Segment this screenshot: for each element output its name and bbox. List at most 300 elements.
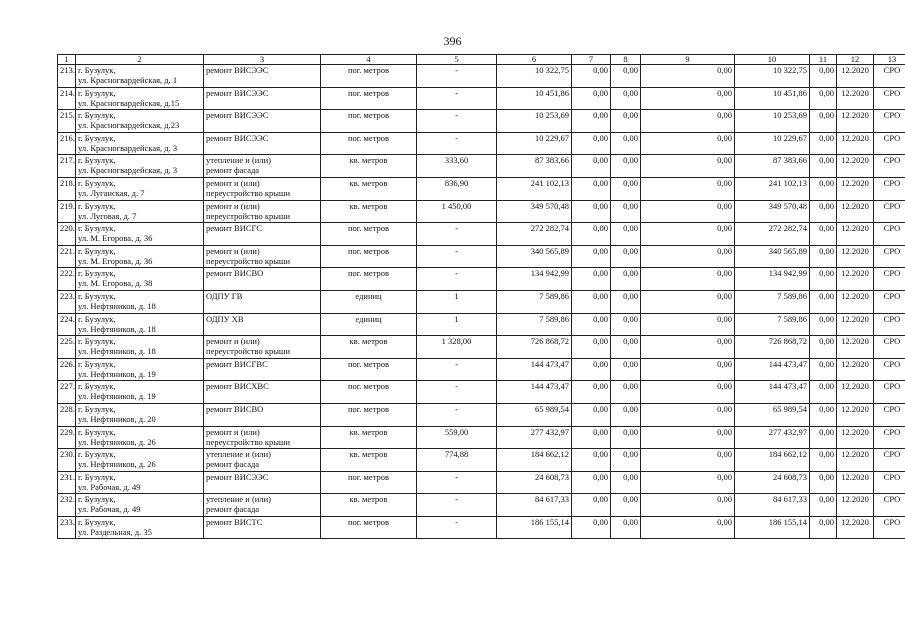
address-cell: [76, 381, 204, 404]
table-row: [58, 494, 905, 517]
table-row: [58, 426, 905, 449]
cell-col-9: 0,00: [641, 155, 735, 178]
unit-cell: пог. метров: [321, 132, 417, 155]
work-type-continued: переустройство крыши: [206, 346, 291, 357]
cell-col-11: 0,00: [810, 268, 837, 291]
work-type: ремонт ВИСТС: [206, 516, 263, 527]
work-type: ремонт ВИСВО: [206, 268, 264, 279]
total-cost-cell: 10 253,69: [497, 110, 572, 133]
total-cost-cell: 186 155,14: [497, 516, 572, 539]
table-row: [58, 245, 905, 268]
address-city: г. Бузулук,: [78, 155, 116, 166]
table-row: [58, 471, 905, 494]
total-cost-cell: 144 473,47: [497, 381, 572, 404]
work-type-cell: [204, 313, 321, 336]
column-header-10: 10: [735, 55, 810, 65]
unit-cell: пог. метров: [321, 516, 417, 539]
cell-col-7: 0,00: [572, 177, 611, 200]
row-number: 224.: [58, 313, 76, 336]
source-cell: СРО: [874, 268, 905, 291]
quantity-cell: -: [417, 223, 497, 246]
work-type-cell: [204, 245, 321, 268]
cell-col-8: 0,00: [611, 65, 641, 88]
cell-col-7: 0,00: [572, 65, 611, 88]
source-cell: СРО: [874, 65, 905, 88]
cell-col-8: 0,00: [611, 290, 641, 313]
cell-col-7: 0,00: [572, 426, 611, 449]
period-cell: 12.2020: [837, 200, 874, 223]
source-cell: СРО: [874, 223, 905, 246]
cell-col-10: 10 451,86: [735, 87, 810, 110]
address-cell: [76, 87, 204, 110]
address-street: ул. Красногвардейская, д. 1: [78, 75, 178, 85]
cell-col-9: 0,00: [641, 290, 735, 313]
total-cost-cell: 7 589,86: [497, 290, 572, 313]
work-type-cell: [204, 358, 321, 381]
unit-cell: пог. метров: [321, 471, 417, 494]
work-type: ремонт и (или): [206, 177, 260, 188]
address-city: г. Бузулук,: [78, 132, 116, 143]
quantity-cell: 1: [417, 313, 497, 336]
cell-col-8: 0,00: [611, 449, 641, 472]
address-cell: [76, 471, 204, 494]
address-cell: [76, 336, 204, 359]
work-type-continued: ремонт фасада: [206, 504, 260, 515]
cell-col-8: 0,00: [611, 177, 641, 200]
column-header-5: 5: [417, 55, 497, 65]
page-number: 396: [443, 34, 462, 48]
cell-col-11: 0,00: [810, 403, 837, 426]
address-cell: [76, 313, 204, 336]
row-number: 223.: [58, 290, 76, 313]
work-type-continued: переустройство крыши: [206, 436, 291, 447]
period-cell: 12.2020: [837, 87, 874, 110]
unit-cell: кв. метров: [321, 155, 417, 178]
quantity-cell: 1: [417, 290, 497, 313]
period-cell: 12.2020: [837, 471, 874, 494]
period-cell: 12.2020: [837, 313, 874, 336]
address-street: ул. Нефтяников, д. 18: [78, 323, 156, 334]
row-number: 219.: [58, 200, 76, 223]
source-cell: СРО: [874, 381, 905, 404]
work-type-cell: [204, 155, 321, 178]
table-row: [58, 516, 905, 539]
table-row: [58, 381, 905, 404]
cell-col-9: 0,00: [641, 336, 735, 359]
row-number: 233.: [58, 516, 76, 539]
row-number: 232.: [58, 494, 76, 517]
row-number: 218.: [58, 177, 76, 200]
cell-col-9: 0,00: [641, 132, 735, 155]
column-header-1: 1: [58, 55, 76, 65]
address-cell: [76, 290, 204, 313]
period-cell: 12.2020: [837, 223, 874, 246]
source-cell: СРО: [874, 403, 905, 426]
work-type-cell: [204, 268, 321, 291]
address-cell: [76, 132, 204, 155]
work-type-cell: [204, 132, 321, 155]
address-street: ул. М. Егорова, д. 38: [78, 278, 153, 289]
cell-col-11: 0,00: [810, 155, 837, 178]
total-cost-cell: 134 942,99: [497, 268, 572, 291]
cell-col-10: 726 868,72: [735, 336, 810, 359]
cell-col-8: 0,00: [611, 87, 641, 110]
cell-col-9: 0,00: [641, 200, 735, 223]
address-city: г. Бузулук,: [78, 516, 116, 527]
work-type-cell: [204, 336, 321, 359]
work-type-continued: ремонт фасада: [206, 459, 260, 470]
period-cell: 12.2020: [837, 268, 874, 291]
column-header-4: 4: [321, 55, 417, 65]
table-row: [58, 223, 905, 246]
cell-col-9: 0,00: [641, 449, 735, 472]
column-header-3: 3: [204, 55, 321, 65]
total-cost-cell: 726 868,72: [497, 336, 572, 359]
unit-cell: кв. метров: [321, 494, 417, 517]
address-cell: [76, 268, 204, 291]
work-type: ремонт ВИСГВС: [206, 358, 268, 369]
total-cost-cell: 241 102,13: [497, 177, 572, 200]
address-city: г. Бузулук,: [78, 336, 116, 347]
address-street: ул. Нефтяников, д. 18: [78, 346, 156, 357]
table-row: [58, 336, 905, 359]
cell-col-8: 0,00: [611, 358, 641, 381]
cell-col-7: 0,00: [572, 132, 611, 155]
period-cell: 12.2020: [837, 245, 874, 268]
cell-col-8: 0,00: [611, 132, 641, 155]
table-row: [58, 155, 905, 178]
quantity-cell: -: [417, 516, 497, 539]
column-header-7: 7: [572, 55, 611, 65]
cell-col-9: 0,00: [641, 403, 735, 426]
cell-col-7: 0,00: [572, 313, 611, 336]
quantity-cell: -: [417, 381, 497, 404]
cell-col-7: 0,00: [572, 358, 611, 381]
work-type: ОДПУ ГВ: [206, 290, 243, 301]
quantity-cell: 559,00: [417, 426, 497, 449]
row-number: 231.: [58, 471, 76, 494]
unit-cell: единиц: [321, 290, 417, 313]
address-street: ул. Нефтяников, д. 26: [78, 459, 156, 470]
period-cell: 12.2020: [837, 426, 874, 449]
cell-col-11: 0,00: [810, 110, 837, 133]
work-type-continued: переустройство крыши: [206, 187, 291, 198]
cell-col-8: 0,00: [611, 403, 641, 426]
work-type-cell: [204, 110, 321, 133]
cell-col-11: 0,00: [810, 87, 837, 110]
address-cell: [76, 403, 204, 426]
total-cost-cell: 10 322,75: [497, 65, 572, 88]
address-city: г. Бузулук,: [78, 200, 116, 211]
total-cost-cell: 65 989,54: [497, 403, 572, 426]
address-city: г. Бузулук,: [78, 449, 116, 460]
source-cell: СРО: [874, 290, 905, 313]
cell-col-11: 0,00: [810, 245, 837, 268]
source-cell: СРО: [874, 426, 905, 449]
source-cell: СРО: [874, 516, 905, 539]
work-type-cell: [204, 426, 321, 449]
unit-cell: пог. метров: [321, 65, 417, 88]
cell-col-8: 0,00: [611, 426, 641, 449]
address-city: г. Бузулук,: [78, 426, 116, 437]
address-street: ул. М. Егорова, д. 36: [78, 233, 153, 244]
cell-col-9: 0,00: [641, 223, 735, 246]
quantity-cell: -: [417, 245, 497, 268]
quantity-cell: -: [417, 132, 497, 155]
cell-col-11: 0,00: [810, 132, 837, 155]
row-number: 222.: [58, 268, 76, 291]
quantity-cell: 774,88: [417, 449, 497, 472]
source-cell: СРО: [874, 245, 905, 268]
address-city: г. Бузулук,: [78, 494, 116, 505]
cell-col-9: 0,00: [641, 358, 735, 381]
address-cell: [76, 516, 204, 539]
column-header-9: 9: [641, 55, 735, 65]
table-row: [58, 290, 905, 313]
table-row: [58, 177, 905, 200]
period-cell: 12.2020: [837, 110, 874, 133]
cell-col-10: 87 383,66: [735, 155, 810, 178]
table-row: [58, 358, 905, 381]
address-cell: [76, 223, 204, 246]
work-type: утепление и (или): [206, 449, 271, 460]
total-cost-cell: 277 432,97: [497, 426, 572, 449]
period-cell: 12.2020: [837, 290, 874, 313]
address-city: г. Бузулук,: [78, 471, 116, 482]
cell-col-10: 7 589,86: [735, 290, 810, 313]
cell-col-7: 0,00: [572, 223, 611, 246]
unit-cell: пог. метров: [321, 381, 417, 404]
quantity-cell: 1 450,00: [417, 200, 497, 223]
address-street: ул. Красногвардейская, д. 3: [78, 142, 178, 153]
cell-col-8: 0,00: [611, 223, 641, 246]
address-street: ул. Нефтяников, д. 20: [78, 413, 156, 424]
source-cell: СРО: [874, 449, 905, 472]
address-city: г. Бузулук,: [78, 313, 116, 324]
address-cell: [76, 449, 204, 472]
column-header-13: 13: [874, 55, 905, 65]
row-number: 228.: [58, 403, 76, 426]
row-number: 216.: [58, 132, 76, 155]
cell-col-9: 0,00: [641, 494, 735, 517]
address-city: г. Бузулук,: [78, 381, 116, 392]
work-type-cell: [204, 200, 321, 223]
period-cell: 12.2020: [837, 449, 874, 472]
unit-cell: кв. метров: [321, 449, 417, 472]
cell-col-11: 0,00: [810, 223, 837, 246]
work-type: ремонт и (или): [206, 200, 260, 211]
unit-cell: пог. метров: [321, 268, 417, 291]
cell-col-10: 340 565,89: [735, 245, 810, 268]
cell-col-8: 0,00: [611, 336, 641, 359]
cell-col-10: 65 989,54: [735, 403, 810, 426]
period-cell: 12.2020: [837, 358, 874, 381]
column-header-6: 6: [497, 55, 572, 65]
quantity-cell: -: [417, 110, 497, 133]
quantity-cell: -: [417, 471, 497, 494]
work-type: ремонт ВИСЭЭС: [206, 87, 269, 98]
period-cell: 12.2020: [837, 177, 874, 200]
period-cell: 12.2020: [837, 336, 874, 359]
source-cell: СРО: [874, 336, 905, 359]
work-type: ремонт и (или): [206, 426, 260, 437]
period-cell: 12.2020: [837, 132, 874, 155]
cell-col-7: 0,00: [572, 494, 611, 517]
total-cost-cell: 340 565,89: [497, 245, 572, 268]
address-street: ул. Рабочая, д. 49: [78, 481, 141, 492]
address-street: ул. Луганская, д. 7: [78, 187, 145, 198]
address-street: ул. Раздельная, д. 35: [78, 526, 152, 537]
source-cell: СРО: [874, 155, 905, 178]
address-street: ул. М. Егорова, д. 36: [78, 255, 153, 266]
work-type: утепление и (или): [206, 155, 271, 166]
address-street: ул. Нефтяников, д. 26: [78, 436, 156, 447]
cell-col-10: 84 617,33: [735, 494, 810, 517]
quantity-cell: -: [417, 358, 497, 381]
cell-col-10: 144 473,47: [735, 358, 810, 381]
work-type-continued: ремонт фасада: [206, 165, 260, 176]
address-city: г. Бузулук,: [78, 65, 116, 75]
work-type-cell: [204, 177, 321, 200]
cell-col-10: 277 432,97: [735, 426, 810, 449]
column-header-8: 8: [611, 55, 641, 65]
total-cost-cell: 7 589,86: [497, 313, 572, 336]
cell-col-11: 0,00: [810, 177, 837, 200]
cell-col-10: 184 662,12: [735, 449, 810, 472]
cell-col-10: 241 102,13: [735, 177, 810, 200]
source-cell: СРО: [874, 200, 905, 223]
total-cost-cell: 10 451,86: [497, 87, 572, 110]
source-cell: СРО: [874, 358, 905, 381]
cell-col-10: 10 253,69: [735, 110, 810, 133]
cell-col-11: 0,00: [810, 200, 837, 223]
cell-col-7: 0,00: [572, 290, 611, 313]
row-number: 213.: [58, 65, 76, 88]
total-cost-cell: 349 570,48: [497, 200, 572, 223]
address-cell: [76, 358, 204, 381]
address-cell: [76, 494, 204, 517]
cell-col-8: 0,00: [611, 200, 641, 223]
table-row: [58, 449, 905, 472]
address-city: г. Бузулук,: [78, 223, 116, 234]
cell-col-11: 0,00: [810, 449, 837, 472]
cell-col-8: 0,00: [611, 516, 641, 539]
row-number: 220.: [58, 223, 76, 246]
period-cell: 12.2020: [837, 403, 874, 426]
unit-cell: единиц: [321, 313, 417, 336]
row-number: 221.: [58, 245, 76, 268]
address-cell: [76, 200, 204, 223]
cell-col-8: 0,00: [611, 471, 641, 494]
cell-col-7: 0,00: [572, 200, 611, 223]
cell-col-9: 0,00: [641, 245, 735, 268]
work-type-cell: [204, 223, 321, 246]
table-row: [58, 313, 905, 336]
cell-col-11: 0,00: [810, 471, 837, 494]
total-cost-cell: 84 617,33: [497, 494, 572, 517]
cell-col-7: 0,00: [572, 245, 611, 268]
cell-col-10: 144 473,47: [735, 381, 810, 404]
address-cell: [76, 155, 204, 178]
work-type: ремонт и (или): [206, 336, 260, 347]
address-city: г. Бузулук,: [78, 245, 116, 256]
work-type-cell: [204, 290, 321, 313]
work-type-cell: [204, 87, 321, 110]
quantity-cell: -: [417, 268, 497, 291]
address-city: г. Бузулук,: [78, 290, 116, 301]
period-cell: 12.2020: [837, 516, 874, 539]
source-cell: СРО: [874, 471, 905, 494]
unit-cell: пог. метров: [321, 87, 417, 110]
cell-col-7: 0,00: [572, 403, 611, 426]
unit-cell: пог. метров: [321, 223, 417, 246]
work-type: ремонт ВИСХВС: [206, 381, 269, 392]
column-header-12: 12: [837, 55, 874, 65]
table-row: [58, 110, 905, 133]
address-city: г. Бузулук,: [78, 110, 116, 121]
cell-col-9: 0,00: [641, 177, 735, 200]
address-city: г. Бузулук,: [78, 403, 116, 414]
address-street: ул. Нефтяников, д. 19: [78, 368, 156, 379]
unit-cell: пог. метров: [321, 110, 417, 133]
cell-col-9: 0,00: [641, 426, 735, 449]
cell-col-7: 0,00: [572, 155, 611, 178]
cell-col-8: 0,00: [611, 313, 641, 336]
table-row: [58, 403, 905, 426]
unit-cell: пог. метров: [321, 403, 417, 426]
period-cell: 12.2020: [837, 381, 874, 404]
cell-col-7: 0,00: [572, 449, 611, 472]
cell-col-9: 0,00: [641, 516, 735, 539]
total-cost-cell: 272 282,74: [497, 223, 572, 246]
address-street: ул. Луговая, д. 7: [78, 210, 137, 221]
total-cost-cell: 184 662,12: [497, 449, 572, 472]
row-number: 230.: [58, 449, 76, 472]
cell-col-8: 0,00: [611, 494, 641, 517]
source-cell: СРО: [874, 177, 905, 200]
cell-col-7: 0,00: [572, 516, 611, 539]
work-type: ремонт ВИСЭЭС: [206, 132, 269, 143]
work-type: ремонт ВИСЭЭС: [206, 110, 269, 121]
cell-col-8: 0,00: [611, 110, 641, 133]
total-cost-cell: 144 473,47: [497, 358, 572, 381]
cell-col-11: 0,00: [810, 290, 837, 313]
data-table: [57, 54, 905, 539]
quantity-cell: 1 328,00: [417, 336, 497, 359]
table-body: [58, 65, 905, 539]
address-street: ул. Нефтяников, д. 18: [78, 300, 156, 311]
address-street: ул. Красногвардейская, д.15: [78, 97, 180, 108]
cell-col-8: 0,00: [611, 268, 641, 291]
cell-col-9: 0,00: [641, 87, 735, 110]
period-cell: 12.2020: [837, 494, 874, 517]
quantity-cell: -: [417, 65, 497, 88]
table-row: [58, 87, 905, 110]
table-row: [58, 200, 905, 223]
quantity-cell: 333,60: [417, 155, 497, 178]
total-cost-cell: 10 229,67: [497, 132, 572, 155]
cell-col-7: 0,00: [572, 268, 611, 291]
source-cell: СРО: [874, 313, 905, 336]
unit-cell: пог. метров: [321, 245, 417, 268]
unit-cell: кв. метров: [321, 200, 417, 223]
total-cost-cell: 87 383,66: [497, 155, 572, 178]
work-type: утепление и (или): [206, 494, 271, 505]
cell-col-9: 0,00: [641, 110, 735, 133]
work-type-cell: [204, 471, 321, 494]
address-street: ул. Рабочая, д. 49: [78, 504, 141, 515]
address-city: г. Бузулук,: [78, 268, 116, 279]
